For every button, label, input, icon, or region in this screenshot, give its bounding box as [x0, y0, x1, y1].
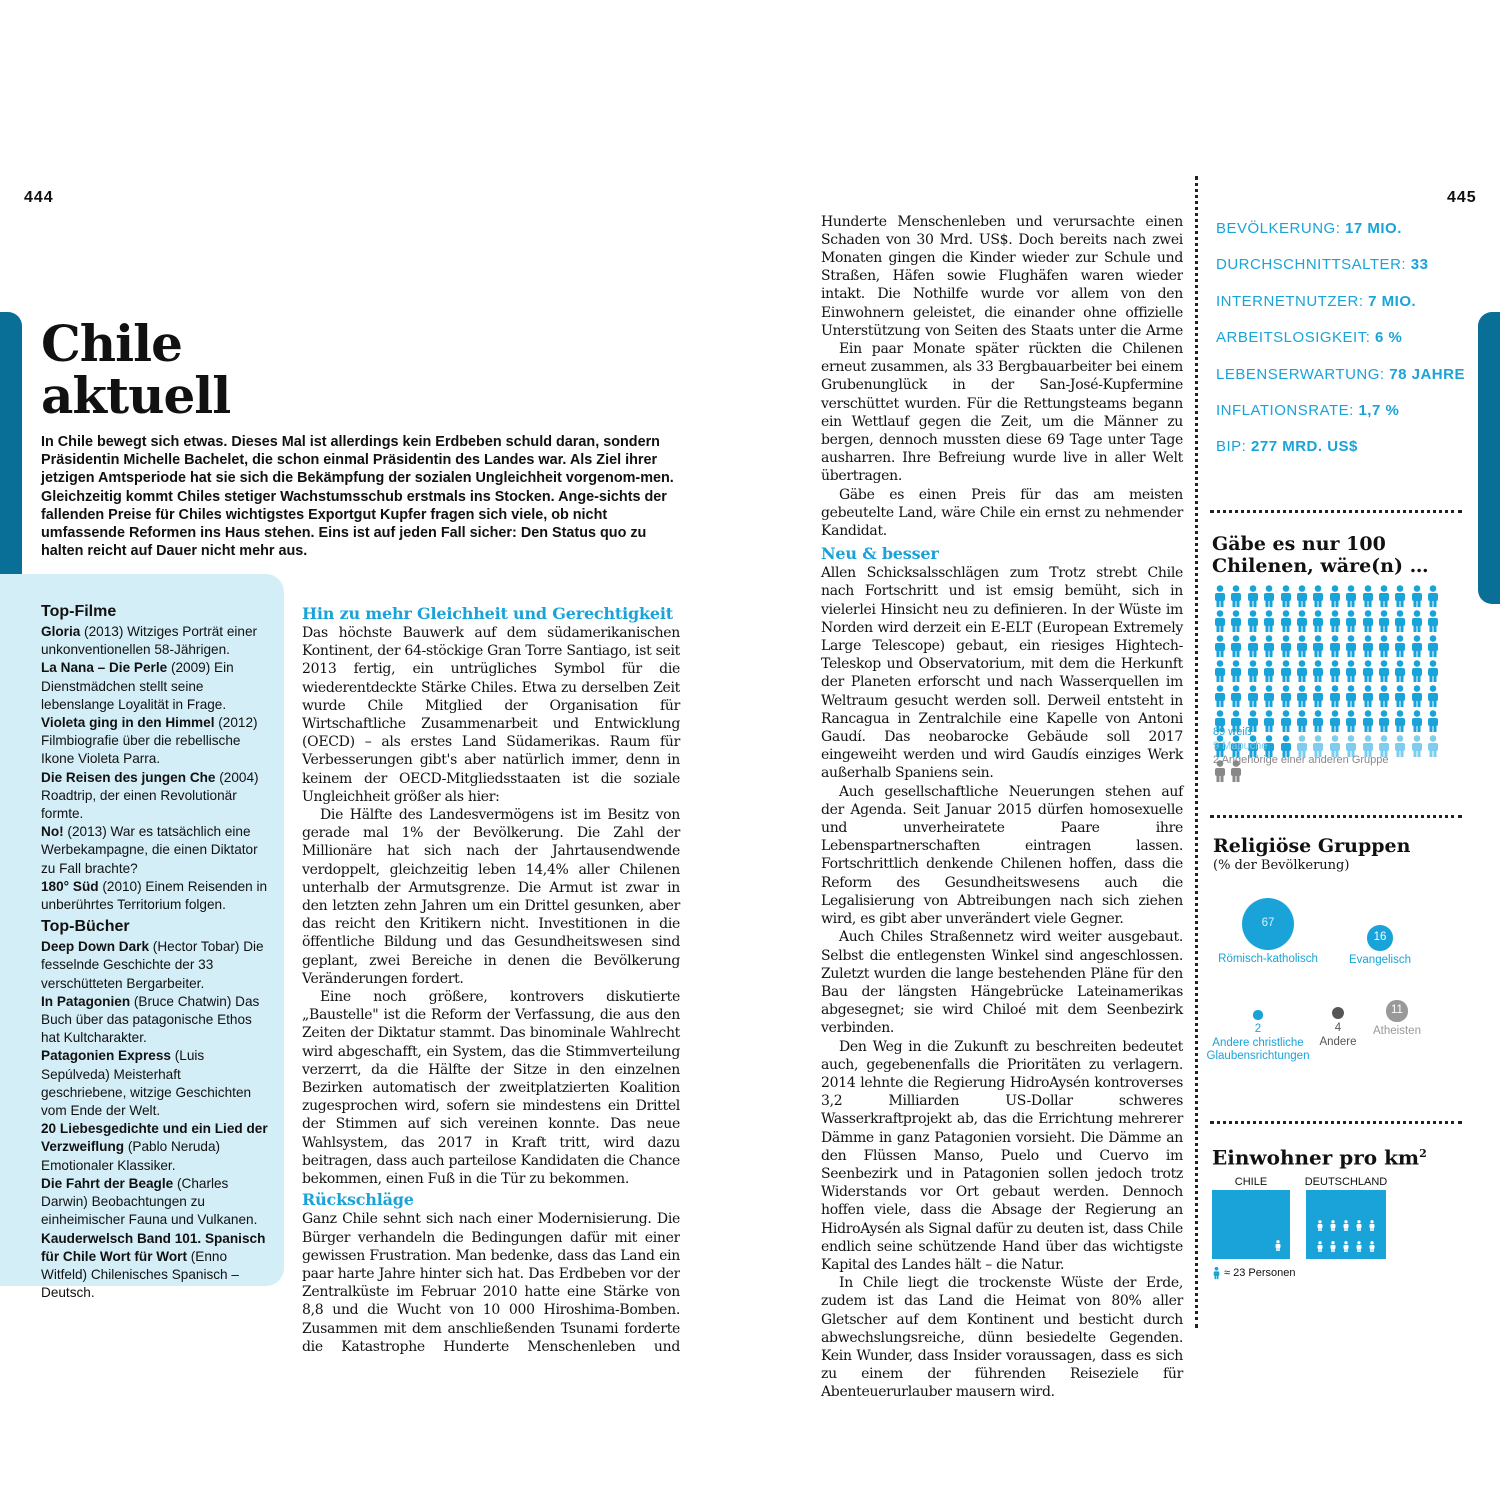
film-entry [41, 823, 269, 878]
population-person [1245, 585, 1261, 607]
population-person [1278, 610, 1294, 632]
religion-subheading: (% der Bevölkerung) [1213, 858, 1350, 873]
film-entry [41, 623, 269, 659]
person-icon [1425, 685, 1441, 707]
population-person [1409, 635, 1425, 657]
person-icon [1342, 1239, 1350, 1254]
person-icon [1392, 685, 1408, 707]
population-person [1278, 685, 1294, 707]
population-person [1409, 660, 1425, 682]
person-icon [1294, 685, 1310, 707]
population-person [1343, 685, 1359, 707]
population-person [1294, 660, 1310, 682]
film-description: (2012) Filmbiografie über die rebellische Ikone Violeta Parra. [41, 715, 258, 767]
person-icon [1343, 585, 1359, 607]
person-icon [1245, 635, 1261, 657]
person-icon [1278, 660, 1294, 682]
book-description: (Charles Darwin) Beobachtungen zu einheimischer Fauna und Vulkanen. [41, 1175, 258, 1228]
person-icon [1310, 610, 1326, 632]
germany-density-square [1306, 1190, 1386, 1259]
person-icon [1392, 660, 1408, 682]
page-number-left: 444 [24, 189, 54, 206]
population-person [1343, 660, 1359, 682]
population-person [1409, 585, 1425, 607]
film-description: (2010) Einem Reisenden in unberührtes Territorium folgen. [41, 878, 268, 913]
paragraph: Die Hälfte des Landesvermögens ist im Besitz von gerade mal 1% der Bevölkerung. Die Zahl der Millionäre hat sich nach der Jahrtausendwende verdoppelt, gleichzeitig leben 14,4% aller Chilenen unterhalb der Armutsgrenze. Die Armut ist zwar in den letzten zehn Jahren um ein Drittel gesunken, aber das reicht den Kritikern nicht. Investitionen in die öffentliche Bildung und das Gesundheitswesen sind geplant, zwei Bereiche in denen die Bevölkerung Veränderungen fordert. [302, 807, 680, 987]
person-icon [1310, 685, 1326, 707]
population-person [1228, 610, 1244, 632]
population-person [1425, 635, 1441, 657]
person-icon [1228, 610, 1244, 632]
religion-value: 67 [1261, 917, 1275, 929]
population-person [1278, 660, 1294, 682]
population-person [1376, 660, 1392, 682]
person-icon [1355, 1239, 1363, 1254]
book-title: Kauderwelsch Band 101. Spanisch für Chile Wort für Wort [41, 1230, 266, 1264]
person-icon [1294, 610, 1310, 632]
book-description: (Enno Witfeld) Chilenisches Spanisch – Deutsch. [41, 1248, 239, 1301]
stat-row [1216, 220, 1466, 256]
person-icon [1278, 610, 1294, 632]
article-title [41, 314, 231, 425]
person-icon [1245, 660, 1261, 682]
paragraph: In Chile liegt die trockenste Wüste der Erde, zudem ist das Land die Heimat von 80% aller Gletscher auf dem Kontinent und besticht durch abwechslungsreiche, dünn besiedelte Gegenden. Kein Wunder, dass Insider voraussagen, dass es sich zu einem der führenden Reiseziele für Abenteuerurlauber mausern wird. [821, 1275, 1183, 1401]
person-icon [1409, 585, 1425, 607]
stat-value: 6 % [1375, 329, 1403, 347]
stat-row [1216, 402, 1466, 438]
population-person [1261, 585, 1277, 607]
population-person [1278, 585, 1294, 607]
population-person [1212, 635, 1228, 657]
person-icon [1343, 610, 1359, 632]
population-person [1376, 685, 1392, 707]
person-icon [1409, 710, 1425, 732]
paragraph: Den Weg in die Zukunft zu beschreiten bedeutet auch, gegebenenfalls die Prioritäten zu verlagern. 2014 lehnte die Regierung HidroAysén kontroverses 3,2 Milliarden US-Dollar schweres Wasserkraftprojekt ab, das die Errichtung mehrerer Dämme in ganz Patagonien vorsieht. Die Dämme an den Flüssen Manso, Puelo und Cuervo im Seenbezirk und in Patagonien sollen jedoch trotz Widerstands vor Ort gebaut werden. Dennoch hoffen viele, dass die Absage der Regierung an HidroAysén als Signal dafür zu deuten ist, dass Chile endlich seine schützende Hand über das wichtigste Kapital des Landes hält – die Natur. [821, 1038, 1183, 1273]
population-person [1228, 685, 1244, 707]
person-icon [1392, 610, 1408, 632]
population-person [1360, 585, 1376, 607]
religion-bubble [1332, 1007, 1345, 1020]
religion-label: Römisch-katholisch [1218, 953, 1318, 966]
film-entry [41, 769, 269, 824]
person-icon [1376, 610, 1392, 632]
population-person [1376, 585, 1392, 607]
person-icon [1329, 1218, 1337, 1233]
person-icon [1294, 635, 1310, 657]
book-title: Deep Down Dark [41, 939, 150, 955]
stat-value: 7 MIO. [1368, 292, 1417, 310]
person-icon [1327, 635, 1343, 657]
person-icon [1278, 585, 1294, 607]
person-icon [1329, 1239, 1337, 1254]
person-icon [1409, 660, 1425, 682]
films-list [41, 623, 269, 914]
population-legend-item: 9 Mapuche [1213, 740, 1268, 752]
population-person [1392, 610, 1408, 632]
religion-value: 11 [1391, 1004, 1403, 1016]
page-number-right: 445 [1447, 189, 1477, 206]
person-icon [1360, 685, 1376, 707]
person-icon [1310, 585, 1326, 607]
book-description: (Hector Tobar) Die fesselnde Geschichte der 33 verschütteten Bergarbeiter. [41, 939, 264, 991]
paragraph: Allen Schicksalsschlägen zum Trotz strebt Chile nach Fortschritt und ist emsig bemüht, sich in vielerlei Hinsicht neu zu definieren. In der Wüste im Norden wird derzeit ein E-ELT (European Extremely Large Telescope) gebaut, ein riesiges Hightech-Teleskop und Observatorium, mit dem die Herkunft der Planeten erforscht und nach Wasserquellen im Weltraum gesucht werden soll. Derweil entsteht in Rancagua in Zentralchile eine Kapelle von Antoni Gaudí. Das neobarocke Gebäude soll 2017 eingeweiht werden und wird Gaudís einziges Werk außerhalb Spaniens sein. [821, 565, 1183, 782]
density-heading [1212, 1143, 1427, 1169]
stat-label: BIP: [1216, 438, 1252, 456]
person-icon [1245, 585, 1261, 607]
person-icon [1294, 585, 1310, 607]
population-person [1261, 685, 1277, 707]
article-column-2 [821, 212, 1183, 1402]
person-icon [1316, 1218, 1324, 1233]
films-heading: Top-Filme [41, 603, 117, 620]
heading-equality: Hin zu mehr Gleichheit und Gerechtigkeit [302, 604, 673, 623]
person-icon [1261, 685, 1277, 707]
population-person [1228, 635, 1244, 657]
population-person [1360, 685, 1376, 707]
box-divider [1210, 510, 1462, 513]
population-person [1310, 585, 1326, 607]
chile-density-square [1212, 1190, 1290, 1259]
religion-label: Evangelisch [1348, 953, 1411, 966]
person-icon [1360, 610, 1376, 632]
person-icon [1261, 660, 1277, 682]
religion-value: 2 [1254, 1022, 1262, 1035]
population-person [1425, 610, 1441, 632]
person-icon [1343, 685, 1359, 707]
article-intro: In Chile bewegt sich etwas. Dieses Mal ist allerdings kein Erdbeben schuld daran, sondern Präsidentin Michelle Bachelet, die schon einmal Präsidentin des Landes war. Als Ziel ihrer jetzigen Amtsperiode hat sie sich die Bekämpfung der sozialen Ungleichheit vorgenom-men. Gleichzeitig kommt Chiles stetiger Wachstumsschub erstmals ins Stocken. Ange-sichts der fallenden Preise für Chiles wichtigstes Exportgut Kupfer fragen sich viele, ob nicht umfassende Reformen ins Haus stehen. Eins ist auf jeden Fall sicher: Den Status quo zu halten reicht auf Dauer nicht mehr aus. [41, 434, 674, 560]
person-icon [1261, 635, 1277, 657]
stat-value: 78 JAHRE [1389, 365, 1465, 383]
person-icon [1368, 1218, 1376, 1233]
book-title: 20 Liebesgedichte und ein Lied der Verzweiflung [41, 1121, 268, 1155]
person-icon [1425, 660, 1441, 682]
film-title: Violeta ging in den Himmel [41, 715, 215, 731]
person-icon [1327, 585, 1343, 607]
population-person [1212, 585, 1228, 607]
religion-label-line: Andere christliche [1212, 1036, 1304, 1049]
person-icon [1310, 660, 1326, 682]
population-person [1360, 610, 1376, 632]
person-icon [1294, 660, 1310, 682]
population-person [1245, 660, 1261, 682]
stat-row [1216, 366, 1466, 402]
religion-label: Atheisten [1373, 1024, 1421, 1037]
stat-value: 17 MIO. [1345, 220, 1402, 237]
person-icon [1425, 585, 1441, 607]
person-icon [1228, 585, 1244, 607]
person-icon [1278, 685, 1294, 707]
heading-new-better: Neu & besser [821, 544, 939, 564]
population-person [1376, 610, 1392, 632]
paragraph: Das höchste Bauwerk auf dem südamerikanischen Kontinent, der 64-stöckige Gran Torre Santiago, ist seit 2013 fertig, ein untrügliches Symbol für die wiederentdeckte Stärke Chiles. Etwa zu derselben Zeit wurde Chile Mitglied der Organisation für Wirtschaftliche Zusammenarbeit und Entwicklung (OECD) – als erstes Land Südamerikas. Raum für Verbesserungen gibt's aber natürlich immer, denn in keinem der OECD-Mitgliedsstaaten ist die soziale Ungleichheit größer als hier: [302, 625, 680, 805]
column-divider [1195, 176, 1198, 1328]
population-person [1245, 610, 1261, 632]
recommendations-content [41, 601, 269, 1302]
population-person [1310, 635, 1326, 657]
person-icon [1368, 1239, 1376, 1254]
person-icon [1425, 710, 1441, 732]
person-icon [1327, 610, 1343, 632]
population-person [1425, 585, 1441, 607]
population-person [1212, 660, 1228, 682]
paragraph: Auch Chiles Straßennetz wird weiter ausgebaut. Selbst die entlegensten Winkel sind angeschlossen. Zuletzt wurden die lange bestehenden Pläne für den Bau der längsten Hängebrücke Lateinamerikas abgesegnet; sie wird Chiloé mit dem Seenbezirk verbinden. [821, 929, 1183, 1037]
population-legend-item: 2 Angehörige einer anderen Gruppe [1213, 754, 1389, 766]
stat-label: DURCHSCHNITTSALTER: [1216, 256, 1411, 274]
density-heading-text: Einwohner pro km [1212, 1145, 1420, 1170]
stat-label: INFLATIONSRATE: [1216, 401, 1359, 419]
book-description: (Pablo Neruda) Emotionaler Klassiker. [41, 1139, 221, 1173]
population-person [1425, 685, 1441, 707]
box-divider [1210, 815, 1462, 818]
person-icon [1360, 635, 1376, 657]
population-person [1425, 660, 1441, 682]
person-icon [1310, 635, 1326, 657]
box-divider [1210, 1121, 1462, 1124]
film-description: (2013) War es tatsächlich eine Werbekampagne, die einen Diktator zu Fall brachte? [41, 824, 258, 876]
religion-bubble [1253, 1010, 1262, 1019]
population-person [1261, 660, 1277, 682]
density-heading-sup: 2 [1419, 1147, 1427, 1160]
religion-label: Andere [1319, 1036, 1357, 1049]
book-entry [41, 938, 269, 993]
population-person [1360, 635, 1376, 657]
person-icon [1278, 635, 1294, 657]
population-person [1310, 660, 1326, 682]
person-icon [1327, 660, 1343, 682]
book-entry [41, 1120, 269, 1175]
population-person [1409, 610, 1425, 632]
population-person [1245, 685, 1261, 707]
population-person [1327, 635, 1343, 657]
film-title: Gloria [41, 624, 81, 639]
population-person [1392, 585, 1408, 607]
person-icon [1425, 610, 1441, 632]
population-person [1376, 635, 1392, 657]
population-person [1327, 685, 1343, 707]
key-statistics [1216, 220, 1466, 475]
population-person [1212, 685, 1228, 707]
population-person [1392, 635, 1408, 657]
population-person [1261, 610, 1277, 632]
person-icon [1376, 635, 1392, 657]
title-line-1: Chile [41, 314, 182, 373]
population-person [1409, 685, 1425, 707]
person-icon [1228, 635, 1244, 657]
person-icon [1212, 660, 1228, 682]
person-icon [1274, 1238, 1282, 1253]
population-legend [1213, 725, 1389, 767]
film-description: (2004) Roadtrip, der einen Revolutionär formte. [41, 769, 259, 822]
person-icon [1343, 660, 1359, 682]
paragraph: Auch gesellschaftliche Neuerungen stehen auf der Agenda. Seit Januar 2015 dürfen homosexuelle und unverheiratete Paare ihre Lebenspartnerschaften eintragen lassen. Fortschrittlich denkende Chilenen hoffen, dass die Reform des Gesundheitswesens auch die Legalisierung von Abtreibungen nach sich ziehen wird, es gibt aber unverändert viele Gegner. [821, 783, 1183, 928]
person-icon [1316, 1239, 1324, 1254]
person-icon [1392, 585, 1408, 607]
religion-value: 16 [1373, 931, 1387, 943]
stat-row [1216, 329, 1466, 365]
books-heading: Top-Bücher [41, 918, 130, 936]
paragraph-split-part-2 [821, 212, 1183, 340]
person-icon [1355, 1218, 1363, 1233]
stat-label: LEBENSERWARTUNG: [1216, 365, 1390, 383]
population-person [1409, 710, 1425, 732]
book-entry [41, 1230, 269, 1303]
book-title: In Patagonien [41, 993, 131, 1009]
person-icon [1360, 660, 1376, 682]
film-entry [41, 659, 269, 714]
film-description: (2013) Witziges Porträt einer unkonventionellen 58-Jährigen. [41, 624, 258, 658]
stat-label: BEVÖLKERUNG: [1216, 220, 1346, 237]
books-list [41, 938, 269, 1302]
person-icon [1327, 685, 1343, 707]
heading-setbacks: Rückschläge [302, 1190, 414, 1210]
density-legend-text: ≈ 23 Personen [1224, 1267, 1296, 1279]
stat-value: 1,7 % [1358, 401, 1400, 419]
person-icon [1212, 685, 1228, 707]
person-icon [1392, 635, 1408, 657]
person-icon [1228, 685, 1244, 707]
population-person [1425, 710, 1441, 732]
person-icon [1245, 685, 1261, 707]
population-person [1327, 610, 1343, 632]
stat-label: ARBEITSLOSIGKEIT: [1216, 329, 1376, 347]
population-person [1392, 735, 1408, 757]
stat-row [1216, 256, 1466, 292]
film-title: Die Reisen des jungen Che [41, 769, 216, 785]
person-icon [1343, 635, 1359, 657]
person-icon [1376, 660, 1392, 682]
person-icon [1360, 585, 1376, 607]
person-icon [1261, 610, 1277, 632]
population-person [1392, 660, 1408, 682]
population-person [1343, 585, 1359, 607]
religion-heading: Religiöse Gruppen [1213, 835, 1411, 857]
person-icon [1376, 685, 1392, 707]
person-icon [1392, 735, 1408, 757]
population-person [1392, 710, 1408, 732]
stat-row [1216, 438, 1466, 474]
title-line-2: aktuell [41, 366, 231, 425]
book-title: Die Fahrt der Beagle [41, 1175, 174, 1191]
person-icon [1212, 1264, 1221, 1282]
person-icon [1228, 660, 1244, 682]
person-icon [1409, 610, 1425, 632]
person-icon [1212, 585, 1228, 607]
person-icon [1212, 610, 1228, 632]
film-title: 180° Süd [41, 878, 99, 894]
person-icon [1376, 585, 1392, 607]
population-person [1310, 610, 1326, 632]
paragraph-continued: Hunderte Menschenleben und verursachte einen Schaden von 30 Mrd. US$. Doch bereits nach zwei Monaten gingen die Kinder wieder zur Schule und Straßen, Häfen sowie Flughäfen waren wieder intakt. Die Nothilfe wurde vor allem von den Einwohnern geleistet, die einander ohne offizielle Unterstützung von Seiten des Staats unter die Arme [821, 213, 1183, 339]
religion-bubble-chart [1205, 890, 1465, 1080]
population-person [1310, 685, 1326, 707]
stat-value: 33 [1410, 256, 1429, 274]
population-person [1278, 635, 1294, 657]
population-person [1261, 635, 1277, 657]
population-person [1228, 585, 1244, 607]
article-column-1 [302, 604, 680, 1355]
film-entry [41, 878, 269, 914]
religion-label-line: Glaubensrichtungen [1206, 1049, 1310, 1062]
population-person [1327, 585, 1343, 607]
population-person [1294, 610, 1310, 632]
person-icon [1212, 635, 1228, 657]
stat-row [1216, 293, 1466, 329]
population-person [1392, 685, 1408, 707]
population-person [1409, 735, 1425, 757]
book-description: (Bruce Chatwin) Das Buch über das patagonische Ethos hat Kultcharakter. [41, 993, 260, 1046]
book-title: Patagonien Express [41, 1048, 171, 1064]
person-icon [1425, 735, 1441, 757]
book-description: (Luis Sepúlveda) Meisterhaft geschriebene, witzige Geschichten vom Ende der Welt. [41, 1048, 252, 1119]
film-entry [41, 714, 269, 769]
paragraph-split-part-1 [302, 1210, 680, 1355]
stat-value: 277 MRD. US$ [1251, 438, 1358, 456]
population-person [1327, 660, 1343, 682]
person-icon [1425, 635, 1441, 657]
population-person [1245, 635, 1261, 657]
chile-label: CHILE [1234, 1176, 1268, 1188]
person-icon [1261, 585, 1277, 607]
population-person [1343, 610, 1359, 632]
film-title: No! [41, 824, 64, 840]
density-legend [1212, 1264, 1295, 1282]
population-person [1360, 660, 1376, 682]
book-entry [41, 993, 269, 1048]
person-icon [1409, 735, 1425, 757]
population-person [1425, 735, 1441, 757]
population-person [1343, 635, 1359, 657]
population-legend-item: 89 weiß [1213, 726, 1252, 738]
paragraph: Gäbe es einen Preis für das am meisten gebeutelte Land, wäre Chile ein ernst zu nehmender Kandidat. [821, 486, 1183, 540]
stat-label: INTERNETNUTZER: [1216, 292, 1369, 310]
population-person [1294, 585, 1310, 607]
person-icon [1245, 610, 1261, 632]
person-icon [1392, 710, 1408, 732]
paragraph: Ganz Chile sehnt sich nach einer Modernisierung. Die Bürger verhandeln die Bedingungen dafür mit einer gewissen Frustration. Man bedenke, dass das Land ein paar harte Jahre hinter sich hat. Das Erdbeben vor der Zentralküste im Februar 2010 hatte eine Stärke von 8,8 und die Wucht von 10 000 Hiroshima-Bomben. Zusammen mit dem anschließenden Tsunami forderte die Katastrophe Hunderte Menschenleben und [302, 1211, 680, 1355]
film-description: (2009) Ein Dienstmädchen stellt seine lebenslange Loyalität in Frage. [41, 660, 234, 712]
person-icon [1409, 635, 1425, 657]
population-person [1294, 635, 1310, 657]
paragraph: Eine noch größere, kontrovers diskutierte „Baustelle" ist die Reform der Verfassung, die aus den Zeiten der Diktatur stammt. Das binominale Wahlrecht wird abgeschafft, ein System, das die Stimmverteilung verzerrt, da die Hälfte der Sitze in den einzelnen Bezirken automatisch der zweitplatzierten Koalition zugesprochen wird, sofern sie mindestens ein Drittel der Stimmen auf sich vereinen konnte. Das neue Wahlsystem, das 2017 in Kraft tritt, wird dazu beitragen, dass auch parteilose Kandidaten die Chance bekommen, einen Fuß in die Tür zu bekommen. [302, 989, 680, 1188]
paragraph: Ein paar Monate später rückten die Chilenen erneut zusammen, als 33 Bergbauarbeiter bei einem Grubenunglück in der San-José-Kupfermine verschüttet wurden. Für die Rettungsteams begann ein Wettlauf gegen die Zeit, um die Männer zu bergen, dennoch mussten diese 69 Tage unter Tage ausharren. Ihre Befreiung wurde live in aller Welt übertragen. [821, 341, 1183, 485]
section-tab-right [1478, 312, 1500, 604]
book-entry [41, 1047, 269, 1120]
germany-label: DEUTSCHLAND [1304, 1176, 1388, 1188]
population-heading: Gäbe es nur 100 Chilenen, wäre(n) … [1212, 533, 1429, 577]
population-person [1228, 660, 1244, 682]
population-person [1294, 685, 1310, 707]
book-entry [41, 1175, 269, 1230]
religion-value: 4 [1334, 1022, 1342, 1035]
film-title: La Nana – Die Perle [41, 660, 168, 676]
section-tab-left [0, 312, 22, 604]
person-icon [1409, 685, 1425, 707]
person-icon [1342, 1218, 1350, 1233]
population-person [1212, 610, 1228, 632]
